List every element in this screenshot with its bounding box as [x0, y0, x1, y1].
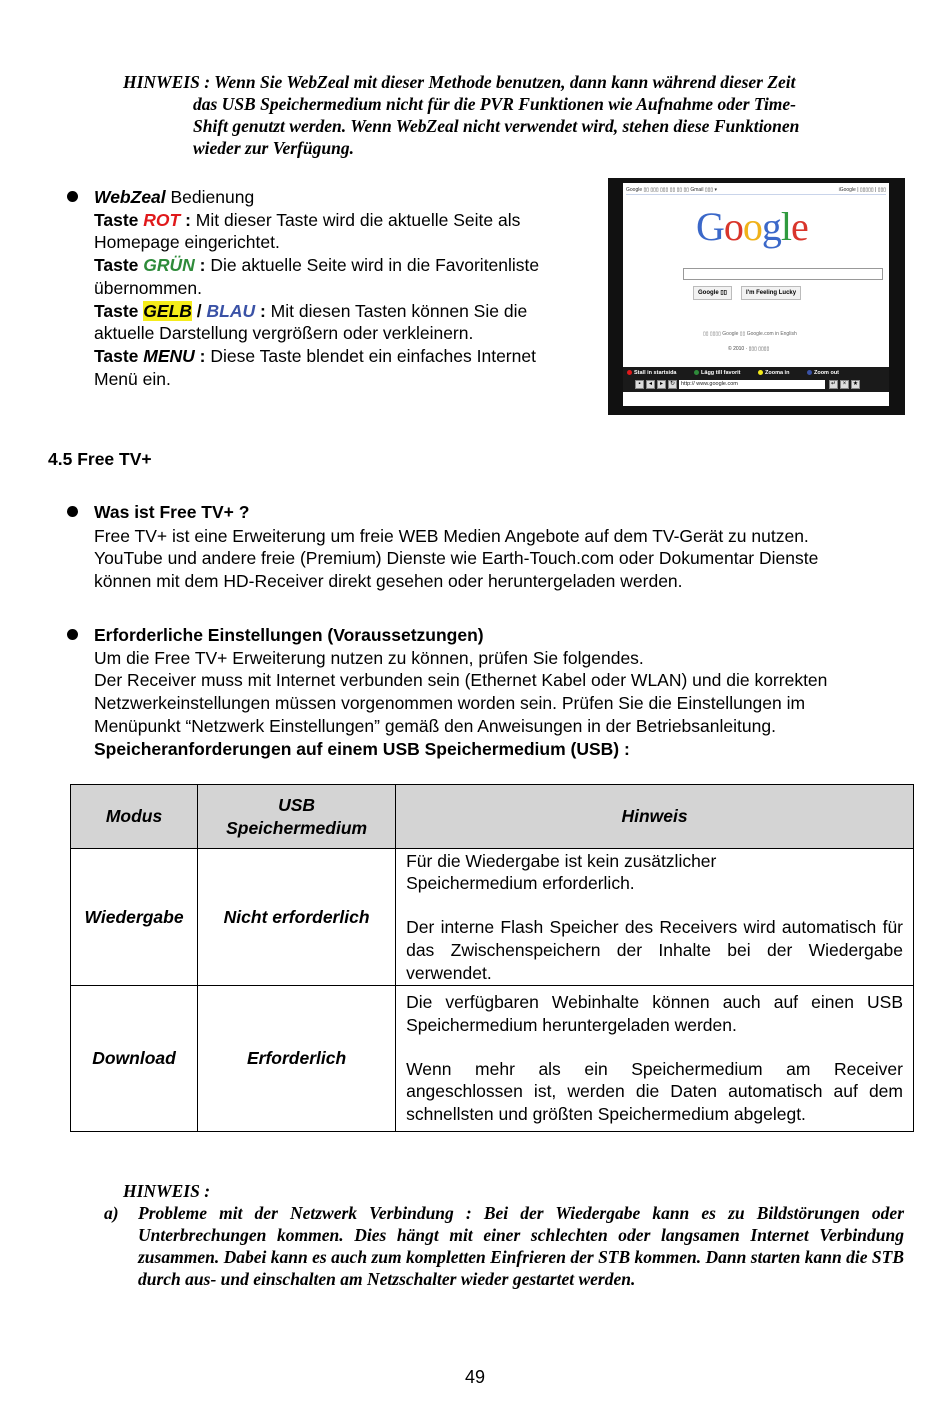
key-rot: ROT	[143, 209, 181, 230]
google-logo	[696, 205, 808, 249]
key-rot-line	[94, 209, 594, 232]
logo-letter: o	[723, 204, 743, 249]
webzeal-title: WebZeal	[94, 187, 166, 207]
key-gelb-blau-line	[94, 300, 594, 323]
table-row	[71, 986, 914, 1132]
menu-item-favorit: Lägg till favorit	[694, 369, 740, 378]
key-gelb-blau-text: Mit diesen Tasten können Sie die	[265, 300, 528, 321]
key-slash: /	[191, 300, 207, 321]
bullet-icon	[67, 506, 78, 517]
menu-item-zoom-out: Zoom out	[807, 369, 839, 378]
settings-requirements	[94, 624, 914, 760]
menu-item-zoom-in: Zooma in	[758, 369, 789, 378]
cell-usb: Erforderlich	[198, 986, 396, 1132]
taste-label: Taste	[94, 300, 144, 321]
note-top-line: wieder zur Verfügung.	[193, 138, 354, 158]
forward-icon: ▸	[657, 380, 666, 389]
settings-line: Um die Free TV+ Erweiterung nutzen zu können, prüfen Sie folgendes.	[94, 647, 644, 668]
note-top-line: Shift genutzt werden. Wenn WebZeal nicht verwendet wird, stehen diese Funktionen	[193, 116, 800, 136]
note-bottom-title: HINWEIS :	[123, 1181, 211, 1201]
settings-line: Netzwerkeinstellungen müssen vorgenommen worden sein. Prüfen Sie die Einstellungen im	[94, 693, 806, 714]
key-sep: :	[194, 345, 206, 366]
red-button-icon	[627, 370, 632, 375]
webzeal-operation	[94, 186, 594, 390]
settings-line: Der Receiver muss mit Internet verbunden sein (Ethernet Kabel oder WLAN) und die korrekten	[94, 670, 828, 691]
google-search-input	[683, 268, 883, 280]
bullet-icon	[67, 629, 78, 640]
settings-heading: Erforderliche Einstellungen (Voraussetzungen)	[94, 625, 484, 645]
note-bottom	[104, 1180, 904, 1290]
key-gelb-blau-text-cont: aktuelle Darstellung vergrößern oder verkleinern.	[94, 323, 474, 344]
key-menu-text: Diese Taste blendet ein einfaches Internet	[205, 345, 536, 366]
google-top-links: Google ▯▯ ▯▯▯ ▯▯▯ ▯▯ ▯▯ ▯▯ Gmail ▯▯▯ ▾	[626, 187, 717, 193]
note-top	[123, 71, 863, 159]
key-rot-text: Mit dieser Taste wird die aktuelle Seite als	[190, 209, 521, 230]
note-item-label: a)	[104, 1203, 119, 1223]
header-modus: Modus	[71, 785, 198, 849]
hint-paragraph: Wenn mehr als ein Speichermedium am Receiver angeschlossen ist, werden die Daten automatisch auf dem schnellsten und größten Speichermedium abgelegt.	[406, 1058, 903, 1125]
url-bar	[627, 380, 885, 390]
note-top-line: HINWEIS : Wenn Sie WebZeal mit dieser Methode benutzen, dann kann während dieser Zeit	[123, 72, 796, 92]
yellow-button-icon	[758, 370, 763, 375]
key-sep: :	[194, 255, 206, 276]
webzeal-menu-bar	[623, 367, 889, 392]
webzeal-title-rest: Bedienung	[165, 187, 255, 207]
webzeal-screenshot	[608, 178, 905, 415]
logo-letter: l	[780, 204, 792, 249]
cell-usb: Nicht erforderlich	[198, 849, 396, 986]
google-lucky-button: I'm Feeling Lucky	[741, 286, 801, 300]
note-bottom-item	[104, 1202, 904, 1290]
taste-label: Taste	[94, 209, 144, 230]
cell-modus: Download	[71, 986, 198, 1132]
bullet-icon	[67, 191, 78, 202]
key-sep: :	[180, 209, 191, 230]
header-usb: USB Speichermedium	[198, 785, 396, 849]
google-links: ▯▯ ▯▯▯▯ Google ▯▯ Google.com in English	[703, 331, 797, 337]
section-heading: 4.5 Free TV+	[48, 449, 152, 469]
key-blau: BLAU	[206, 300, 256, 321]
close-icon: ×	[840, 380, 849, 389]
key-gruen-text: Die aktuelle Seite wird in die Favoritenliste	[205, 255, 540, 276]
taste-label: Taste	[94, 345, 144, 366]
google-search-button: Google ▯▯	[693, 286, 732, 300]
key-menu-line	[94, 345, 594, 368]
logo-letter: o	[742, 204, 762, 249]
freetv-heading: Was ist Free TV+ ?	[94, 502, 250, 522]
header-hinweis: Hinweis	[396, 785, 914, 849]
hint-paragraph: Der interne Flash Speicher des Receivers wird automatisch für das Zwischenspeichern der Inhalte bei der Wiedergabe verwendet.	[406, 917, 903, 983]
freetv-description	[94, 501, 914, 593]
freetv-line: können mit dem HD-Receiver direkt gesehen oder heruntergeladen werden.	[94, 571, 683, 592]
usb-requirements-table	[70, 784, 914, 1132]
storage-requirements-heading: Speicheranforderungen auf einem USB Speichermedium (USB) :	[94, 738, 630, 759]
star-icon: ★	[852, 381, 859, 387]
page-number: 49	[464, 1367, 486, 1387]
go-icon: ↵	[830, 381, 837, 387]
cell-hinweis	[396, 849, 914, 986]
google-top-right: iGoogle | ▯▯▯▯▯ | ▯▯▯	[838, 187, 886, 193]
lock-icon: ▪	[635, 380, 644, 389]
key-gelb: GELB	[143, 300, 192, 321]
webzeal-heading	[94, 186, 594, 209]
freetv-line: YouTube und andere freie (Premium) Dienste wie Earth-Touch.com oder Dokumentar Dienste	[94, 548, 819, 569]
logo-letter: e	[791, 204, 808, 249]
table-row	[71, 849, 914, 986]
key-gruen-text-cont: übernommen.	[94, 277, 202, 298]
google-top-bar	[626, 186, 886, 195]
back-icon: ◂	[646, 380, 655, 389]
note-top-line: das USB Speichermedium nicht für die PVR Funktionen wie Aufnahme oder Time-	[193, 94, 797, 114]
cell-hinweis	[396, 986, 914, 1132]
webzeal-menu-items	[627, 369, 885, 378]
settings-line: Menüpunkt “Netzwerk Einstellungen” gemäß den Anweisungen in der Betriebsanleitung.	[94, 715, 776, 736]
freetv-line: Free TV+ ist eine Erweiterung um freie WEB Medien Angebote auf dem TV-Gerät zu nutzen.	[94, 525, 809, 546]
hint-paragraph: Die verfügbaren Webinhalte können auch auf einen USB Speichermedium heruntergeladen werden.	[406, 992, 903, 1035]
key-sep: :	[255, 300, 266, 321]
green-button-icon	[694, 370, 699, 375]
taste-label: Taste	[94, 255, 144, 276]
browser-screen	[623, 183, 889, 406]
note-item-text: Probleme mit der Netzwerk Verbindung : Bei der Wiedergabe kann es zu Bildstörungen oder Unterbrechungen kommen. Dies hängt mit einer schlechten oder langsamen Internet Verbindung zusammen. Dabei kann es auch zum kompletten Einfrieren der STB kommen. Dann starten kann die STB durch aus- und einschalten am Netzschalter wieder gestartet werden.	[138, 1203, 904, 1289]
key-rot-text-cont: Homepage eingerichtet.	[94, 232, 280, 253]
cell-modus: Wiedergabe	[71, 849, 198, 986]
google-copyright: © 2010 · ▯▯▯ ▯▯▯▯	[728, 346, 770, 352]
blue-button-icon	[807, 370, 812, 375]
hint-paragraph: Für die Wiedergabe ist kein zusätzlicher Speichermedium erforderlich.	[406, 850, 717, 894]
logo-letter: g	[761, 204, 781, 249]
logo-letter: G	[696, 204, 724, 249]
menu-item-startsida: Stall in startsida	[627, 369, 677, 378]
key-gruen-line	[94, 254, 594, 277]
url-field: http:// www.google.com	[679, 380, 825, 389]
key-menu: MENU	[143, 345, 195, 366]
key-gruen: GRÜN	[143, 255, 195, 276]
reload-icon: ↻	[669, 381, 676, 387]
key-menu-text-cont: Menü ein.	[94, 368, 171, 389]
table-header-row	[71, 785, 914, 849]
